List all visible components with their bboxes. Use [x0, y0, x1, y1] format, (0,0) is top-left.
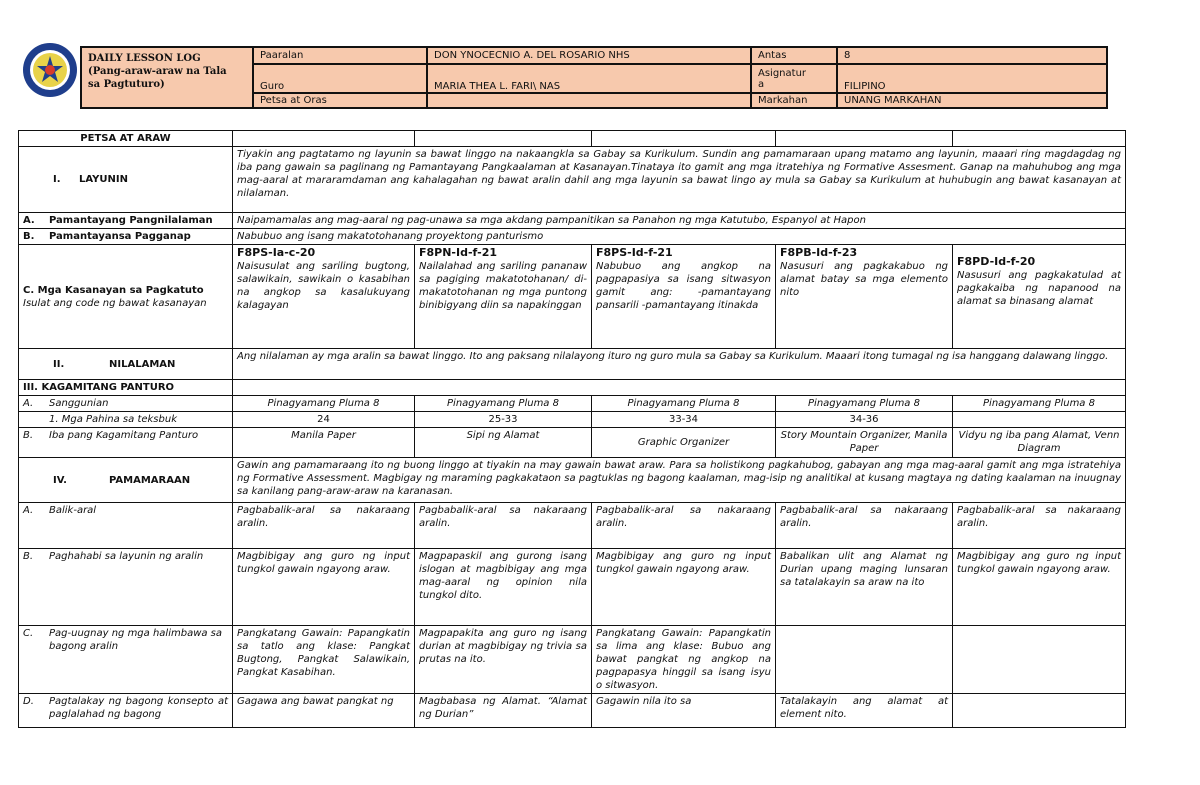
row-letter: A.	[23, 505, 34, 516]
layunin-label	[19, 147, 233, 213]
pag-uugnay-cell	[953, 626, 1126, 694]
kagamitan-cell: Sipi ng Alamat	[415, 428, 592, 458]
competency-text: Nailalahad ang sariling pananaw sa pagiging makatotohanan/ di-makatotohanan ng mga puntong binibigyang diin sa napakinggan	[419, 261, 587, 311]
log-title-line: sa Pagtuturo)	[88, 79, 165, 90]
table-row	[19, 626, 1126, 694]
competency-text: Nasusuri ang pagkakabuo ng alamat batay sa mga elemento nito	[780, 261, 948, 298]
section-title: NILALAMAN	[109, 358, 176, 370]
pag-uugnay-cell: Magpapakita ang guro ng isang durian at magbibigay ng trivia sa prutas na ito.	[415, 626, 592, 694]
row-title: Pamantayansa Pagganap	[49, 231, 191, 242]
guro-value: MARIA THEA L. FARI\ NAS	[427, 64, 751, 93]
row-letter: D.	[23, 696, 34, 707]
competency-text: Nasusuri ang pagkakatulad at pagkakaiba ng napanood na alamat sa binasang alamat	[957, 270, 1121, 307]
competency-code: F8PD-Id-f-20	[957, 255, 1036, 268]
balik-aral-cell: Pagbabalik-aral sa nakaraang aralin.	[776, 503, 953, 549]
row-title: Pamantayang Pangnilalaman	[49, 215, 213, 226]
asignatura-value: FILIPINO	[837, 64, 1107, 93]
competency-cell	[776, 245, 953, 349]
paghahabi-cell: Magbibigay ang guro ng input tungkol gawain ngayong araw.	[953, 549, 1126, 626]
kagamitan-cell: Manila Paper	[233, 428, 415, 458]
table-row	[19, 428, 1126, 458]
row-title: Paghahabi sa layunin ng aralin	[49, 551, 204, 562]
log-title-line: DAILY LESSON LOG	[88, 53, 201, 64]
competency-code: F8PB-Id-f-23	[780, 246, 858, 259]
competency-code: F8PS-Ia-c-20	[237, 246, 316, 259]
row-letter: A.	[23, 398, 34, 409]
header-info-table	[80, 46, 1108, 109]
section-title: LAYUNIN	[79, 174, 128, 185]
pahina-cell	[953, 412, 1126, 428]
competency-text: Naisusulat ang sariling bugtong, salawikain, sawikain o kasabihan na angkop sa kasalukuyang kalagayan	[237, 261, 410, 311]
row-title: Sanggunian	[49, 398, 109, 409]
pahina-cell: 25-33	[415, 412, 592, 428]
antas-label: Antas	[751, 47, 837, 64]
pagtalakay-label	[19, 694, 233, 728]
pagtalakay-cell: Tatalakayin ang alamat at element nito.	[776, 694, 953, 728]
paghahabi-cell: Magpapaskil ang gurong isang islogan at magbibigay ang mga mag-aaral ng opinion nila tungkol dito.	[415, 549, 592, 626]
competency-cell	[415, 245, 592, 349]
pagtalakay-cell: Magbabasa ng Alamat. “Alamat ng Durian”	[415, 694, 592, 728]
table-row	[19, 396, 1126, 412]
date-cell[interactable]	[776, 131, 953, 147]
pahina-cell: 24	[233, 412, 415, 428]
antas-value: 8	[837, 47, 1107, 64]
table-row	[19, 131, 1126, 147]
row-letter: B.	[23, 430, 34, 441]
log-title	[81, 47, 253, 108]
table-row	[19, 213, 1126, 229]
section-title: PAMAMARAAN	[109, 474, 191, 486]
pahina-cell: 33-34	[592, 412, 776, 428]
row-letter: A.	[23, 215, 35, 226]
nilalaman-label	[19, 349, 233, 380]
pamantayan-pagganap-label	[19, 229, 233, 245]
competency-text: Nabubuo ang angkop na pagpapasiya sa isang sitwasyon gamit ang: -pamantayang pansarili -pamantayang itinakda	[596, 261, 771, 311]
row-letter: C.	[23, 628, 34, 639]
row-subtitle: Isulat ang code ng bawat kasanayan	[23, 297, 207, 309]
row-letter: B.	[23, 231, 35, 242]
date-cell[interactable]	[233, 131, 415, 147]
markahan-label: Markahan	[751, 93, 837, 108]
pahina-cell: 34-36	[776, 412, 953, 428]
row-title: Iba pang Kagamitang Panturo	[49, 430, 199, 441]
paaralan-value: DON YNOCECNIO A. DEL ROSARIO NHS	[427, 47, 751, 64]
balik-aral-cell: Pagbabalik-aral sa nakaraang aralin.	[592, 503, 776, 549]
pamamaraan-text: Gawin ang pamamaraang ito ng buong linggo at tiyakin na may gawain bawat araw. Para sa holistikong pagkahubog, gabayan ang mga mag-aaral gamit ang mga istratehiya ng Formative Assessment. Magbigay ng maraming pagkakataon sa pagtuklas ng bagong kaalaman, mag-isip ng analitikal at kusang magtaya ng dating kaalaman na inuugnay sa kanilang pang-araw-araw na karanasan.	[233, 458, 1126, 503]
sanggunian-cell: Pinagyamang Pluma 8	[953, 396, 1126, 412]
pagtalakay-cell: Gagawin nila ito sa	[592, 694, 776, 728]
row-title: C. Mga Kasanayan sa Pagkatuto	[23, 284, 204, 296]
empty-cell	[233, 380, 1126, 396]
petsa-label: Petsa at Oras	[253, 93, 427, 108]
paghahabi-label	[19, 549, 233, 626]
deped-seal-logo	[22, 42, 78, 98]
paghahabi-cell: Magbibigay ang guro ng input tungkol gawain ngayong araw.	[592, 549, 776, 626]
petsa-araw-label: PETSA AT ARAW	[19, 131, 233, 147]
date-cell[interactable]	[953, 131, 1126, 147]
section-number: IV.	[53, 474, 67, 486]
asignatura-label-line: a	[758, 78, 765, 90]
section-number: II.	[53, 358, 65, 370]
sanggunian-label	[19, 396, 233, 412]
kasanayan-label	[19, 245, 233, 349]
table-row	[19, 245, 1126, 349]
date-cell[interactable]	[415, 131, 592, 147]
competency-code: F8PN-Id-f-21	[419, 246, 497, 259]
table-row	[19, 380, 1126, 396]
sanggunian-cell: Pinagyamang Pluma 8	[592, 396, 776, 412]
balik-aral-cell: Pagbabalik-aral sa nakaraang aralin.	[233, 503, 415, 549]
pagtalakay-cell	[953, 694, 1126, 728]
sanggunian-cell: Pinagyamang Pluma 8	[415, 396, 592, 412]
competency-cell	[953, 245, 1126, 349]
row-letter: B.	[23, 551, 34, 562]
section-number: I.	[53, 174, 61, 185]
table-row	[19, 458, 1126, 503]
row-title: Pagtalakay ng bagong konsepto at paglalahad ng bagong	[49, 696, 228, 720]
competency-cell	[233, 245, 415, 349]
table-row	[19, 349, 1126, 380]
table-row	[19, 147, 1126, 213]
asignatura-label	[751, 64, 837, 93]
paghahabi-cell: Babalikan ulit ang Alamat ng Durian upang maging lunsaran sa tatalakayin sa araw na ito	[776, 549, 953, 626]
table-row	[19, 694, 1126, 728]
pag-uugnay-cell	[776, 626, 953, 694]
competency-code: F8PS-Id-f-21	[596, 246, 673, 259]
pahina-label: 1. Mga Pahina sa teksbuk	[19, 412, 233, 428]
iba-pang-kagamitan-label	[19, 428, 233, 458]
guro-label: Guro	[253, 64, 427, 93]
balik-aral-cell: Pagbabalik-aral sa nakaraang aralin.	[415, 503, 592, 549]
kagamitan-cell: Story Mountain Organizer, Manila Paper	[776, 428, 953, 458]
competency-cell	[592, 245, 776, 349]
pag-uugnay-cell: Pangkatang Gawain: Papangkatin sa lima ang klase: Bubuo ang bawat pangkat ng angkop na pagpapasya hinggil sa isang isyu o sitwasyon.	[592, 626, 776, 694]
table-row	[19, 412, 1126, 428]
layunin-text: Tiyakin ang pagtatamo ng layunin sa bawat linggo na nakaangkla sa Gabay sa Kurikulum. Sundin ang pamamaraan upang matamo ang layunin, maaari ring magdagdag ng iba pang gawain sa paglinang ng Pamantayang Pangkaalaman at Kasanayan.Tinataya ito gamit ang mga itratehiya ng Formative Assesment. Ganap na mahuhubog ang mga mag-aaral at mararamdaman ang kahalagahan ng bawat aralin dahil ang mga layunin sa bawat lingo ay mula sa Gabay sa Kurikulum at huhubugin ang bawat kasanayan at nilalaman.	[233, 147, 1126, 213]
row-title: Balik-aral	[49, 505, 97, 516]
date-cell[interactable]	[592, 131, 776, 147]
petsa-value	[427, 93, 751, 108]
asignatura-label-line: Asignatur	[758, 67, 807, 79]
pagtalakay-cell: Gagawa ang bawat pangkat ng	[233, 694, 415, 728]
nilalaman-text: Ang nilalaman ay mga aralin sa bawat linggo. Ito ang paksang nilalayong ituro ng guro mula sa Gabay sa Kurikulum. Maaari itong tumagal ng isa hanggang dalawang linggo.	[233, 349, 1126, 380]
lesson-log-table	[18, 130, 1126, 728]
kagamitan-cell: Graphic Organizer	[592, 428, 776, 458]
pamantayang-pangnilalaman-label	[19, 213, 233, 229]
pag-uugnay-label	[19, 626, 233, 694]
paghahabi-cell: Magbibigay ang guro ng input tungkol gawain ngayong araw.	[233, 549, 415, 626]
pamantayang-pangnilalaman-text: Naipamamalas ang mag-aaral ng pag-unawa sa mga akdang pampanitikan sa Panahon ng mga Katutubo, Espanyol at Hapon	[233, 213, 1126, 229]
balik-aral-cell: Pagbabalik-aral sa nakaraang aralin.	[953, 503, 1126, 549]
table-row	[19, 229, 1126, 245]
sanggunian-cell: Pinagyamang Pluma 8	[233, 396, 415, 412]
pamamaraan-label	[19, 458, 233, 503]
log-title-line: (Pang-araw-araw na Tala	[88, 66, 227, 77]
sanggunian-cell: Pinagyamang Pluma 8	[776, 396, 953, 412]
table-row	[19, 549, 1126, 626]
balik-aral-label	[19, 503, 233, 549]
paaralan-label: Paaralan	[253, 47, 427, 64]
pag-uugnay-cell: Pangkatang Gawain: Papangkatin sa tatlo ang klase: Pangkat Bugtong, Pangkat Salawikain, Pangkat Kasabihan.	[233, 626, 415, 694]
kagamitan-cell: Vidyu ng iba pang Alamat, Venn Diagram	[953, 428, 1126, 458]
table-row	[19, 503, 1126, 549]
pamantayan-pagganap-text: Nabubuo ang isang makatotohanang proyektong panturismo	[233, 229, 1126, 245]
markahan-value: UNANG MARKAHAN	[837, 93, 1107, 108]
kagamitan-label: III. KAGAMITANG PANTURO	[19, 380, 233, 396]
row-title: Pag-uugnay ng mga halimbawa sa bagong aralin	[49, 628, 223, 652]
